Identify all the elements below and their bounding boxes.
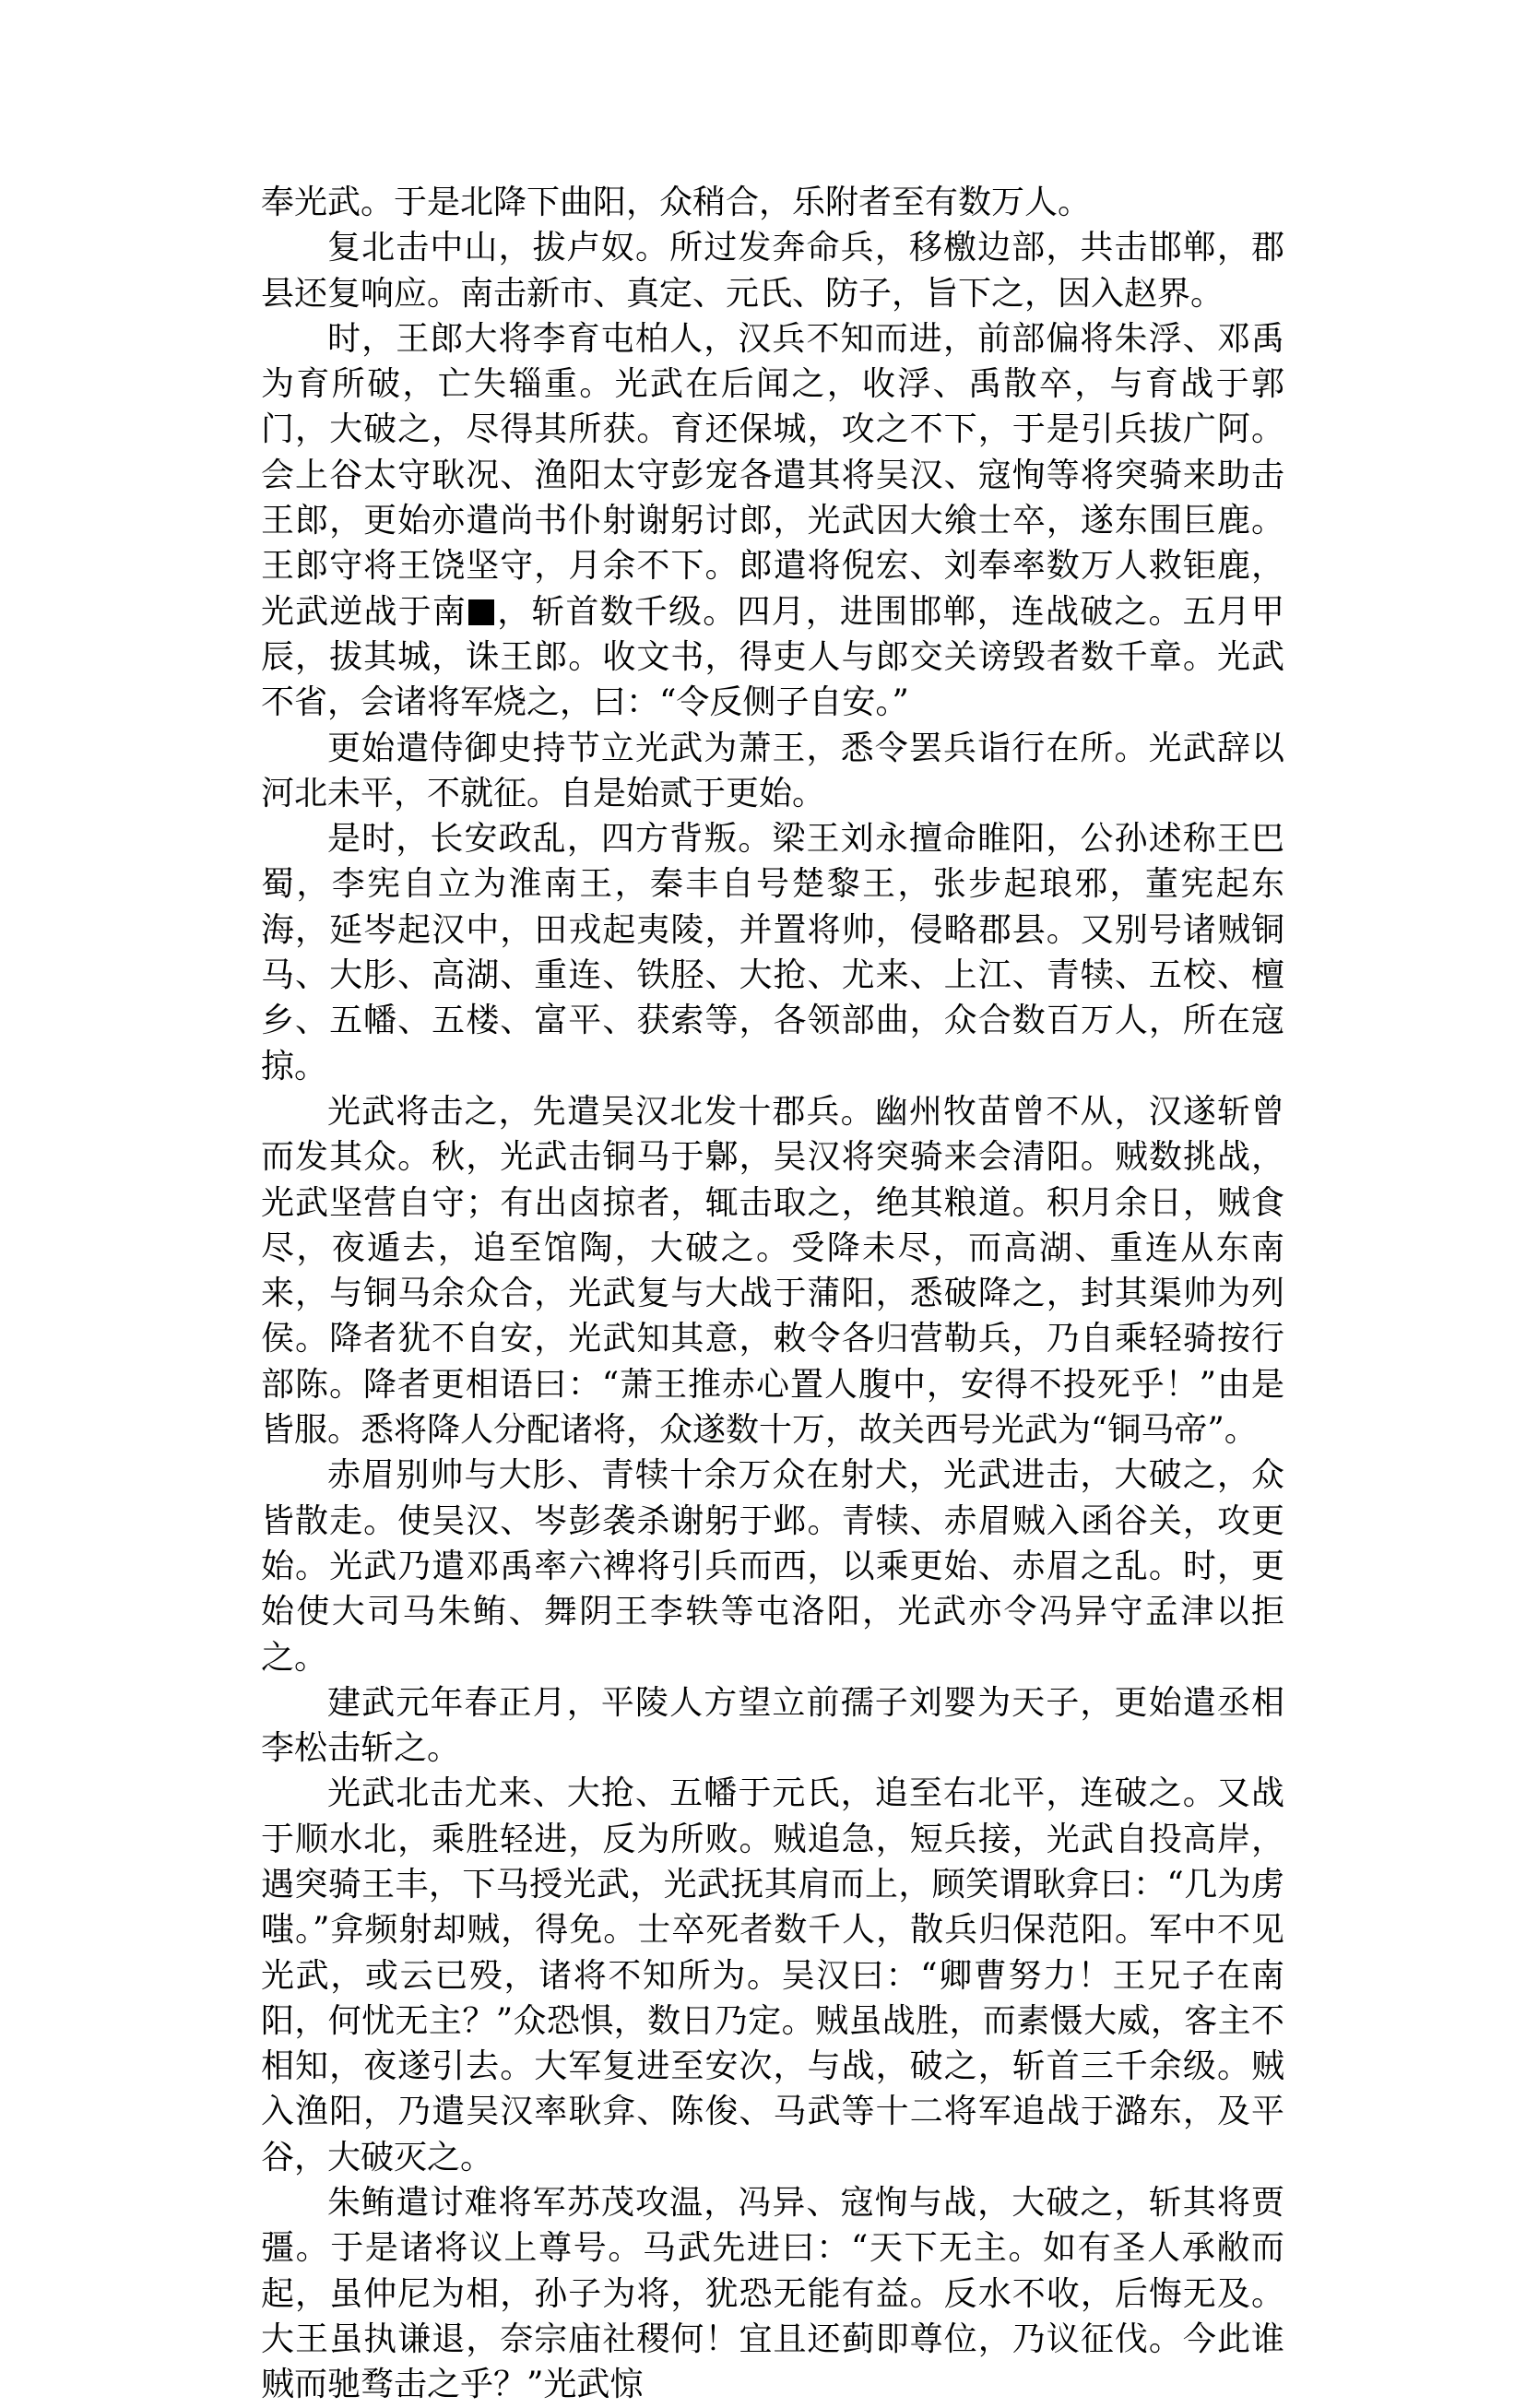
paragraph-8: 建武元年春正月，平陵人方望立前孺子刘婴为天子，更始遣丞相李松击斩之。 bbox=[261, 1683, 1284, 1768]
paragraph-3-part-2: ，斩首数千级。四月，进围邯郸，连战破之。五月甲辰，拔其城，诛王郎。收文书，得吏人与郎交关谤毁者数千章。光武不省，会诸将军烧之，曰：“令反侧子自安。” bbox=[261, 592, 1284, 722]
paragraph-7: 赤眉别帅与大肜、青犊十余万众在射犬，光武进击，大破之，众皆散走。使吴汉、岑彭袭杀谢躬于邺。青犊、赤眉贼入函谷关，攻更始。光武乃遣邓禹率六裨将引兵而西，以乘更始、赤眉之乱。时，更始使大司马朱鲔、舞阴王李轶等屯洛阳，光武亦令冯异守孟津以拒之。 bbox=[261, 1456, 1284, 1677]
paragraph-6: 光武将击之，先遣吴汉北发十郡兵。幽州牧苗曾不从，汉遂斩曾而发其众。秋，光武击铜马于鄡，吴汉将突骑来会清阳。贼数挑战，光武坚营自守；有出卤掠者，辄击取之，绝其粮道。积月余日，贼食尽，夜遁去，追至馆陶，大破之。受降未尽，而高湖、重连从东南来，与铜马余众合，光武复与大战于蒲阳，悉破降之，封其渠帅为列侯。降者犹不自安，光武知其意，敕令各归营勒兵，乃自乘轻骑按行部陈。降者更相语曰：“萧王推赤心置人腹中，安得不投死乎！”由是皆服。悉将降人分配诸将，众遂数十万，故关西号光武为“铜马帝”。 bbox=[261, 1092, 1284, 1450]
paragraph-3-part-1: 时，王郎大将李育屯柏人，汉兵不知而进，前部偏将朱浮、邓禹为育所破，亡失辎重。光武在后闻之，收浮、禹散卒，与育战于郭门，大破之，尽得其所获。育还保城，攻之不下，于是引兵拔广阿。会上谷太守耿况、渔阳太守彭宠各遣其将吴汉、寇恂等将突骑来助击王郎，更始亦遣尚书仆射谢躬讨郎，光武因大飨士卒，遂东围巨鹿。王郎守将王饶坚守，月余不下。郎遣将倪宏、刘奉率数万人救钜鹿，光武逆战于南 bbox=[261, 319, 1284, 631]
paragraph-1: 奉光武。于是北降下曲阳，众稍合，乐附者至有数万人。 bbox=[261, 184, 1092, 221]
paragraph-9: 光武北击尤来、大抢、五幡于元氏，追至右北平，连破之。又战于顺水北，乘胜轻进，反为所败。贼追急，短兵接，光武自投高岸，遇突骑王丰，下马授光武，光武抚其肩而上，顾笑谓耿弇曰：“几为虏嗤。”弇频射却贼，得免。士卒死者数千人，散兵归保范阳。军中不见光武，或云已殁，诸将不知所为。吴汉曰：“卿曹努力！王兄子在南阳，何忧无主？”众恐惧，数日乃定。贼虽战胜，而素慑大威，客主不相知，夜遂引去。大军复进至安次，与战，破之，斩首三千余级。贼入渔阳，乃遣吴汉率耿弇、陈俊、马武等十二将军追战于潞东，及平谷，大破灭之。 bbox=[261, 1774, 1284, 2177]
redaction-block bbox=[468, 599, 494, 625]
paragraph-3 bbox=[261, 316, 1284, 726]
paragraph-2: 复北击中山，拔卢奴。所过发奔命兵，移檄边部，共击邯郸，郡县还复响应。南击新市、真定、元氏、防子，旨下之，因入赵界。 bbox=[261, 229, 1284, 313]
paragraph-10: 朱鲔遣讨难将军苏茂攻温，冯异、寇恂与战，大破之，斩其将贾彊。于是诸将议上尊号。马武先进曰：“天下无主。如有圣人承敝而起，虽仲尼为相，孙子为将，犹恐无能有益。反水不收，后悔无及。大王虽执谦退，奈宗庙社稷何！宜且还蓟即尊位，乃议征伐。今此谁贼而驰骛击之乎？”光武惊 bbox=[261, 2184, 1284, 2404]
document-page bbox=[261, 180, 1284, 2408]
paragraph-4: 更始遣侍御史持节立光武为萧王，悉令罢兵诣行在所。光武辞以河北未平，不就征。自是始贰于更始。 bbox=[261, 729, 1284, 813]
paragraph-5: 是时，长安政乱，四方背叛。梁王刘永擅命睢阳，公孙述称王巴蜀，李宪自立为淮南王，秦丰自号楚黎王，张步起琅邪，董宪起东海，延岑起汉中，田戎起夷陵，并置将帅，侵略郡县。又别号诸贼铜马、大肜、高湖、重连、铁胫、大抢、尤来、上江、青犊、五校、檀乡、五幡、五楼、富平、获索等，各领部曲，众合数百万人，所在寇掠。 bbox=[261, 820, 1284, 1085]
